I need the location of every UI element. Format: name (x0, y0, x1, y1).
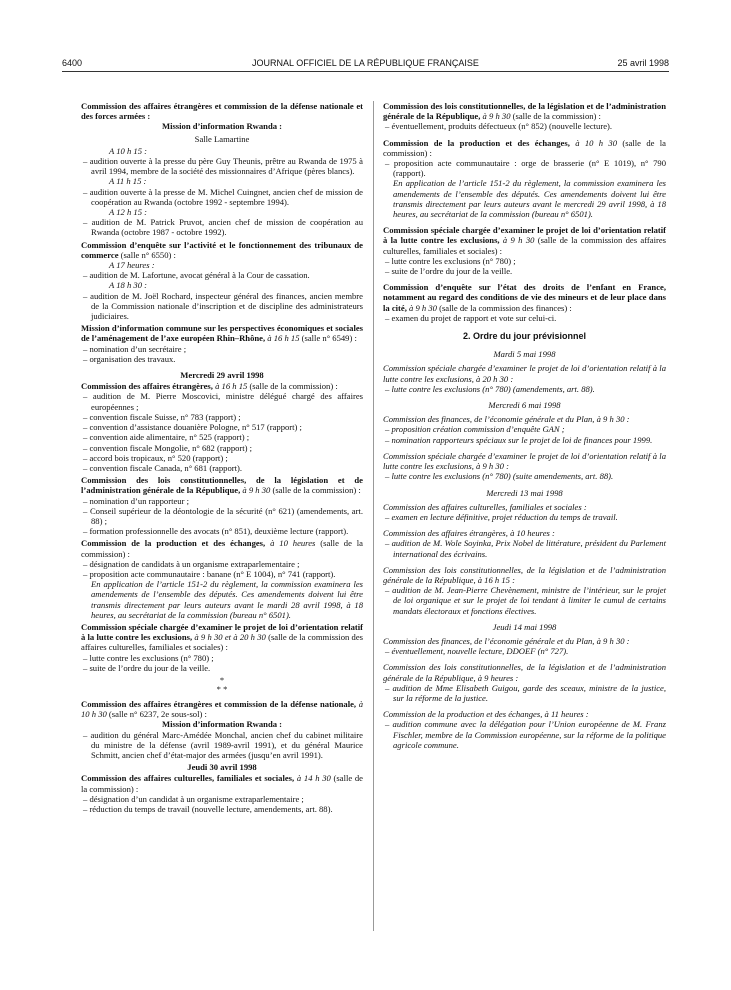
room: (salle de la commission) : (81, 773, 363, 794)
room: (salle de la commission des finances) : (436, 302, 572, 313)
agenda-item: – audition de M. Lafortune, avocat général à la Cour de cassation. (83, 270, 310, 281)
page-number: 6400 (62, 58, 83, 68)
left-column (81, 101, 363, 814)
right-column (383, 101, 666, 750)
entry-title: Commission des finances, de l’économie générale et du Plan, à 9 h 30 : (383, 414, 630, 425)
agenda-item: – audition de M. Pierre Moscovici, ministre délégué chargé des affaires européennes ; (83, 391, 363, 412)
entry (81, 773, 363, 793)
agenda-item: – audition ouverte à la presse de M. Michel Cuingnet, ancien chef de mission de coopération au Rwanda (octobre 1992 - septembre 1994). (83, 186, 363, 207)
entry-subtitle: Mission d’information Rwanda : (161, 719, 283, 730)
day-heading: Mardi 5 mai 1998 (493, 349, 556, 360)
agenda-item: – organisation des travaux. (83, 353, 176, 364)
entry-title: Commission spéciale chargée d’examiner le projet de loi d’orientation relatif à la lutte contre les exclusions, (81, 621, 363, 643)
agenda-item: – accord bois tropicaux, n° 520 (rapport) ; (83, 452, 228, 463)
room: (salle n° 6550) : (118, 249, 176, 260)
room: (salle de la commission) : (247, 381, 338, 392)
column-divider (373, 101, 374, 931)
entry-subtitle: Mission d’information Rwanda : (161, 121, 283, 132)
entry-title: Commission des lois constitutionnelles, de la législation et de l’administration générale de la République, à 9 heures : (383, 662, 666, 683)
entry-title: Commission des lois constitutionnelles, de la législation et de l’administration générale de la République, (383, 101, 666, 122)
asterism-bottom: * * (216, 683, 228, 694)
room: (salle de la commission) : (383, 137, 666, 158)
day-heading: Mercredi 29 avril 1998 (180, 370, 264, 381)
agenda-item: – désignation de candidats à un organisme extraparlementaire ; (83, 558, 300, 569)
agenda-item: – nomination d’un rapporteur ; (83, 495, 189, 506)
entry-title: Commission des affaires culturelles, familiales et sociales : (383, 501, 587, 512)
entry-title: Commission des affaires culturelles, familiales et sociales, (81, 773, 295, 784)
entry-title: Mission d’information commune sur les perspectives économiques et sociales de l’aménagement de l’axe européen Rhin–Rhône, (81, 323, 363, 344)
entry-title: Commission des finances, de l’économie générale et du Plan, à 9 h 30 : (383, 635, 630, 646)
time: A 11 h 15 : (109, 176, 147, 187)
agenda-item: – suite de l’ordre du jour de la veille. (385, 266, 513, 277)
room: (salle de la commission des affaires culturelles, familiales et sociales) : (383, 235, 666, 256)
agenda-item: – proposition création commission d’enquête GAN ; (385, 424, 565, 435)
agenda-item: – examen du projet de rapport et vote sur celui-ci. (385, 312, 557, 323)
room: (salle de la commission) : (510, 111, 601, 122)
agenda-item: – audition ouverte à la presse du père Guy Theunis, prêtre au Rwanda de 1975 à avril 1994, membre de la société des missionnaires d’Afrique (pères blancs). (83, 156, 363, 177)
time: A 10 h 15 : (109, 145, 148, 156)
time: A 12 h 15 : (109, 207, 148, 218)
asterism-top: * (219, 674, 225, 685)
agenda-item: – éventuellement, nouvelle lecture, DDOEF (n° 727). (385, 646, 569, 657)
agenda-item: – audition de M. Jean-Pierre Chevènement, ministre de l’intérieur, sur le projet de loi organique et sur le projet de loi tendant à limiter le cumul de certains mandats électoraux et fonctions électives. (385, 585, 666, 616)
time: à 9 h 30 (499, 235, 535, 246)
journal-title: JOURNAL OFFICIEL DE LA RÉPUBLIQUE FRANÇAISE (252, 58, 479, 68)
entry (81, 381, 363, 391)
entry (383, 138, 666, 158)
agenda-item: – convention d’assistance douanière Pologne, n° 517 (rapport) ; (83, 422, 302, 433)
entry-title: Commission des affaires étrangères, (81, 381, 213, 392)
time: à 10 heures (265, 538, 316, 549)
time: à 14 h 30 (294, 773, 331, 784)
agenda-item: – convention fiscale Canada, n° 681 (rapport). (83, 462, 243, 473)
agenda-item: – Conseil supérieur de la déontologie de la sécurité (n° 621) (amendements, art. 88) ; (83, 505, 363, 526)
time: A 18 h 30 : (109, 280, 148, 291)
entry-title: Commission de la production et des échanges, (383, 137, 570, 148)
entry-title: Commission de la production et des échanges, à 11 heures : (383, 709, 589, 720)
entry-title: Commission spéciale chargée d’examiner le projet de loi d’orientation relatif à la lutte contre les exclusions, à 9 h 30 : (383, 450, 666, 472)
entry (81, 240, 363, 260)
time: à 9 h 30 et à 20 h 30 (192, 632, 266, 643)
room: (salle n° 6237, 2e sous-sol) : (106, 709, 207, 720)
time: à 16 h 15 (212, 381, 248, 392)
procedure-note: En application de l’article 151-2 du règlement, la commission examinera les amendements de l’ensemble des députés. Ces amendements doivent lui être transmis directement par leurs auteurs avant le mercredi 29 avril 1998, à 18 heures, au secrétariat de la commission (bureau n° 6501). (393, 178, 666, 220)
agenda-item: – suite de l’ordre du jour de la veille. (83, 662, 211, 673)
time: à 10 h 30 (81, 698, 363, 720)
agenda-item: – formation professionnelle des avocats (n° 851), deuxième lecture (rapport). (83, 526, 349, 537)
page-header (62, 58, 669, 72)
entry-title: Commission de la production et des échanges, (81, 538, 266, 549)
procedure-note: En application de l’article 151-2 du règlement, la commission examinera les amendements de l’ensemble des députés. Ces amendements doivent lui être transmis directement par leurs auteurs avant le mardi 28 avril 1998, à 18 heures, au secrétariat de la commission (bureau n° 6501). (91, 579, 363, 620)
agenda-item: – lutte contre les exclusions (n° 780) ; (385, 255, 516, 266)
entry (81, 622, 363, 653)
time: à 9 h 30 (480, 111, 511, 122)
entry-title: Commission des affaires étrangères, à 10 heures : (383, 528, 555, 539)
issue-date: 25 avril 1998 (617, 58, 669, 68)
agenda-item: – audition commune avec la délégation pour l’Union européenne de M. Franz Fischler, membre de la Commission européenne, sur la réforme de la politique agricole commune. (385, 719, 666, 750)
room: (salle de la commission) : (81, 538, 363, 559)
agenda-item: – lutte contre les exclusions (n° 780) ; (83, 652, 214, 663)
day-heading: Jeudi 14 mai 1998 (492, 621, 557, 632)
entry (383, 282, 666, 313)
entry-title: Commission d’enquête sur l’activité et le fonctionnement des tribunaux de commerce (81, 239, 363, 260)
time: à 10 h 30 (569, 137, 618, 148)
entry-title: Commission des lois constitutionnelles, de la législation et de l’administration générale de la République, à 16 h 15 : (383, 564, 666, 585)
entry (383, 101, 666, 121)
agenda-item: – proposition acte communautaire : banane (n° E 1004), n° 741 (rapport). (83, 568, 336, 579)
section-heading: 2. Ordre du jour prévisionnel (462, 331, 587, 342)
agenda-item: – audition de M. Patrick Pruvot, ancien chef de mission de coopération au Rwanda (octobre 1987 - octobre 1992). (83, 217, 363, 238)
agenda-item: – convention fiscale Mongolie, n° 682 (rapport) ; (83, 442, 253, 453)
room: Salle Lamartine (194, 133, 250, 144)
room: (salle n° 6549) : (299, 333, 357, 344)
time: à 9 h 30 (240, 485, 271, 496)
agenda-item: – proposition acte communautaire : orge de brasserie (n° E 1019), n° 790 (rapport). (385, 158, 666, 179)
entry (383, 225, 666, 256)
room: (salle de la commission des affaires culturelles, familiales et sociales) : (81, 632, 363, 653)
day-heading: Jeudi 30 avril 1998 (187, 762, 257, 773)
entry-title: Commission d’enquête sur l’état des droits de l’enfant en France, notamment au regard des conditions de vie des mineurs et de leur place dans la cité, (383, 282, 666, 313)
agenda-item: – lutte contre les exclusions (n° 780) (amendements, art. 88). (385, 383, 595, 394)
agenda-item: – désignation d’un candidat à un organisme extraparlementaire ; (83, 793, 304, 804)
agenda-item: – convention fiscale Suisse, n° 783 (rapport) ; (83, 411, 241, 422)
time: à 16 h 15 (265, 333, 300, 344)
entry-title: Commission des affaires étrangères et commission de la défense nationale et des forces armées : (81, 101, 363, 122)
entry-title: Commission spéciale chargée d’examiner le projet de loi d’orientation relatif à la lutte contre les exclusions, à 20 h 30 : (383, 363, 666, 384)
agenda-item: – examen en lecture définitive, projet réduction du temps de travail. (385, 511, 618, 522)
agenda-item: – audition de Mme Elisabeth Guigou, garde des sceaux, ministre de la justice, sur la réforme de la justice. (385, 682, 666, 703)
agenda-item: – nomination rapporteurs spéciaux sur le projet de loi de finances pour 1999. (385, 434, 653, 445)
day-heading: Mercredi 13 mai 1998 (486, 487, 563, 498)
room: (salle de la commission) : (270, 485, 361, 496)
entry (81, 699, 363, 719)
agenda-item: – audition de M. Wole Soyinka, Prix Nobel de littérature, président du Parlement international des écrivains. (385, 538, 666, 559)
time: A 17 heures : (109, 260, 155, 271)
entry-title: Commission des affaires étrangères et commission de la défense nationale, (81, 698, 357, 709)
agenda-item: – éventuellement, produits défectueux (n° 852) (nouvelle lecture). (385, 121, 613, 132)
agenda-item: – lutte contre les exclusions (n° 780) (suite amendements, art. 88). (385, 471, 614, 482)
agenda-item: – réduction du temps de travail (nouvelle lecture, amendements, art. 88). (83, 804, 333, 814)
agenda-item: – audition du général Marc-Amédée Monchal, ancien chef du cabinet militaire du ministre de la défense (avril 1989-avril 1991), et du général Maurice Schmitt, ancien chef d’état-major des armées (jusqu’en avril 1991). (83, 729, 363, 760)
agenda-item: – nomination d’un secrétaire ; (83, 343, 187, 354)
time: à 9 h 30 (406, 302, 437, 313)
entry (81, 323, 363, 343)
day-heading: Mercredi 6 mai 1998 (488, 400, 561, 411)
entry-title: Commission spéciale chargée d’examiner le projet de loi d’orientation relatif à la lutte contre les exclusions, (383, 225, 666, 246)
entry-title: Commission des lois constitutionnelles, de la législation et de l’administration générale de la République, (81, 475, 363, 496)
entry (81, 538, 363, 558)
agenda-item: – convention aide alimentaire, n° 525 (rapport) ; (83, 432, 250, 443)
agenda-item: – audition de M. Joël Rochard, inspecteur général des finances, ancien membre de la Commission nationale d’inscription et de discipline des administrateurs judiciaires. (83, 290, 363, 322)
entry (81, 475, 363, 495)
